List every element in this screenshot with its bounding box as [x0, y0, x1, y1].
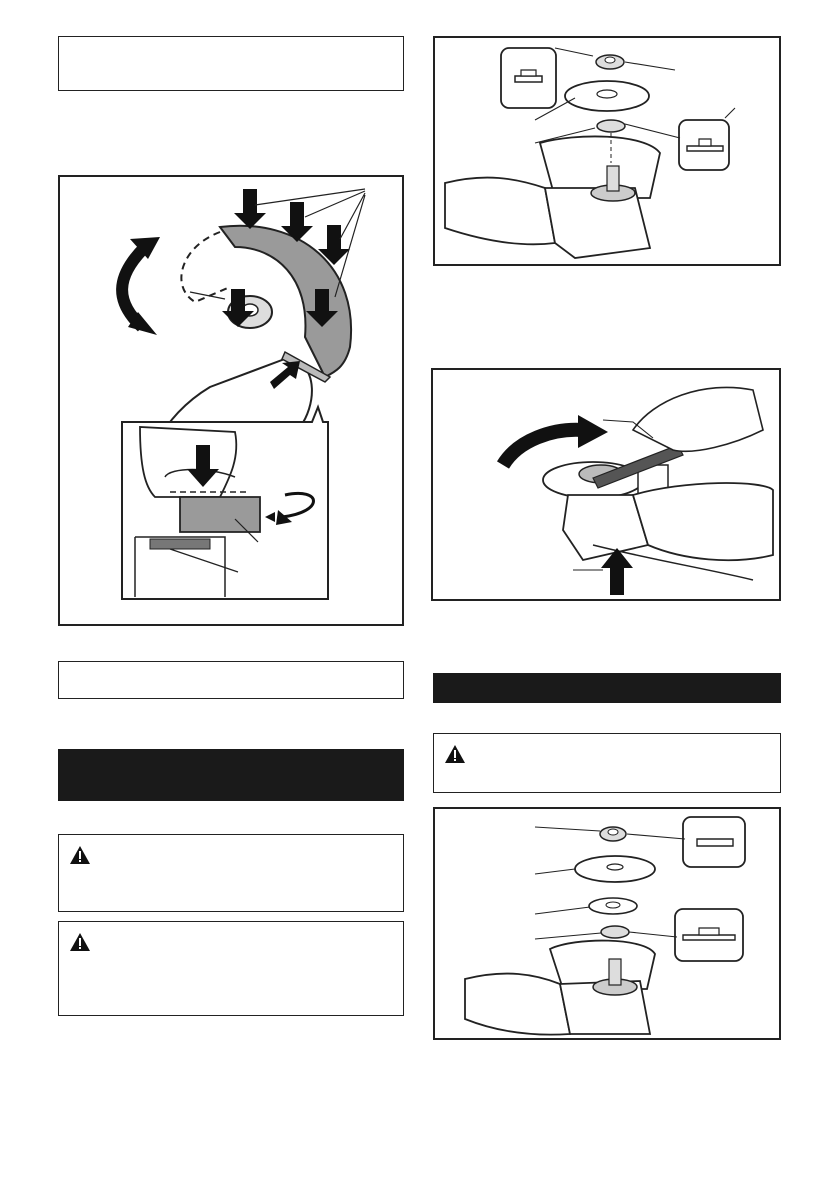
- figure-lock-nut-wrench: [431, 368, 781, 601]
- section-header-bar-right: [433, 673, 781, 703]
- figure-wheel-assembly-2: [433, 807, 781, 1040]
- wheel-assembly-2-illustration: [435, 809, 779, 1038]
- note-box-middle: [58, 661, 404, 699]
- warning-box-1: [58, 834, 404, 912]
- note-box-top: [58, 36, 404, 91]
- warning-triangle-icon: [69, 845, 91, 865]
- warning-triangle-icon: [444, 744, 466, 764]
- lock-nut-wrench-illustration: [433, 370, 779, 599]
- figure-guard-adjustment: [58, 175, 404, 626]
- section-header-bar-left: [58, 749, 404, 801]
- warning-box-2: [58, 921, 404, 1016]
- figure-wheel-assembly: [433, 36, 781, 266]
- wheel-assembly-illustration: [435, 38, 779, 264]
- guard-illustration: [60, 177, 402, 624]
- warning-box-right: [433, 733, 781, 793]
- warning-triangle-icon: [69, 932, 91, 952]
